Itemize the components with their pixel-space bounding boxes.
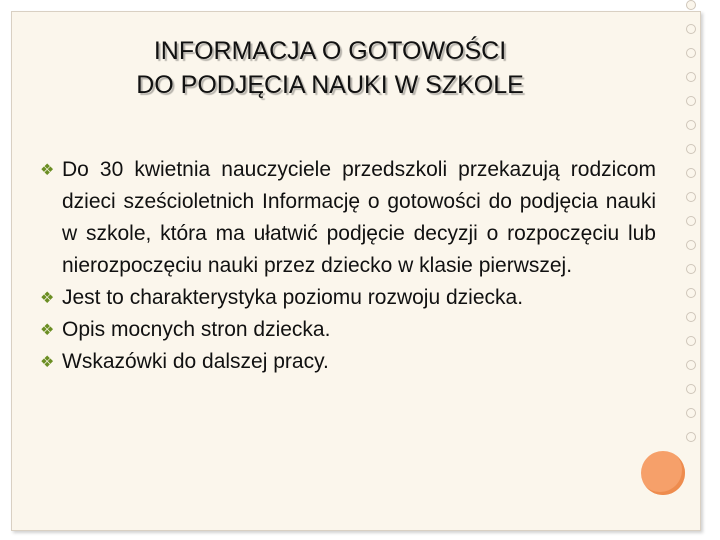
title-line-1: INFORMACJA O GOTOWOŚCI bbox=[153, 37, 507, 65]
bullet-text: Opis mocnych stron dziecka. bbox=[62, 318, 331, 341]
ring-icon bbox=[686, 0, 696, 10]
ring-icon bbox=[686, 96, 696, 106]
title-line-2: DO PODJĘCIA NAUKI W SZKOLE bbox=[136, 71, 524, 99]
ring-icon bbox=[686, 336, 696, 346]
ring-icon bbox=[686, 144, 696, 154]
ring-icon bbox=[686, 216, 696, 226]
diamond-bullet-icon: ❖ bbox=[40, 322, 55, 339]
ring-icon bbox=[686, 120, 696, 130]
ring-icon bbox=[686, 240, 696, 250]
ring-icon bbox=[686, 312, 696, 322]
ring-icon bbox=[686, 48, 696, 58]
bullet-item bbox=[40, 314, 656, 346]
bullet-list bbox=[40, 154, 656, 378]
diamond-bullet-icon: ❖ bbox=[40, 290, 55, 307]
bullet-text: Jest to charakterystyka poziomu rozwoju dziecka. bbox=[62, 286, 524, 309]
ring-icon bbox=[686, 408, 696, 418]
ring-icon bbox=[686, 264, 696, 274]
bullet-text: Do 30 kwietnia nauczyciele przedszkoli przekazują rodzicom dzieci sześcioletnich Informację o gotowości do podjęcia nauki w szkole, która ma ułatwić podjęcie decyzji o rozpoczęciu lub nierozpoczęciu nauki przez dziecko w klasie pierwszej. bbox=[62, 158, 656, 277]
bullet-item bbox=[40, 346, 656, 378]
bullet-item bbox=[40, 282, 656, 314]
ring-icon bbox=[686, 72, 696, 82]
ring-icon bbox=[686, 360, 696, 370]
diamond-bullet-icon: ❖ bbox=[40, 162, 55, 179]
ring-icon bbox=[686, 384, 696, 394]
ring-icon bbox=[686, 24, 696, 34]
ring-icon bbox=[686, 288, 696, 298]
slide-title bbox=[60, 34, 600, 102]
binder-rings bbox=[686, 0, 700, 445]
bullet-text: Wskazówki do dalszej pracy. bbox=[62, 350, 329, 373]
decorative-circle-icon bbox=[641, 451, 685, 495]
diamond-bullet-icon: ❖ bbox=[40, 354, 55, 371]
ring-icon bbox=[686, 168, 696, 178]
bullet-item bbox=[40, 154, 656, 282]
ring-icon bbox=[686, 432, 696, 442]
ring-icon bbox=[686, 192, 696, 202]
